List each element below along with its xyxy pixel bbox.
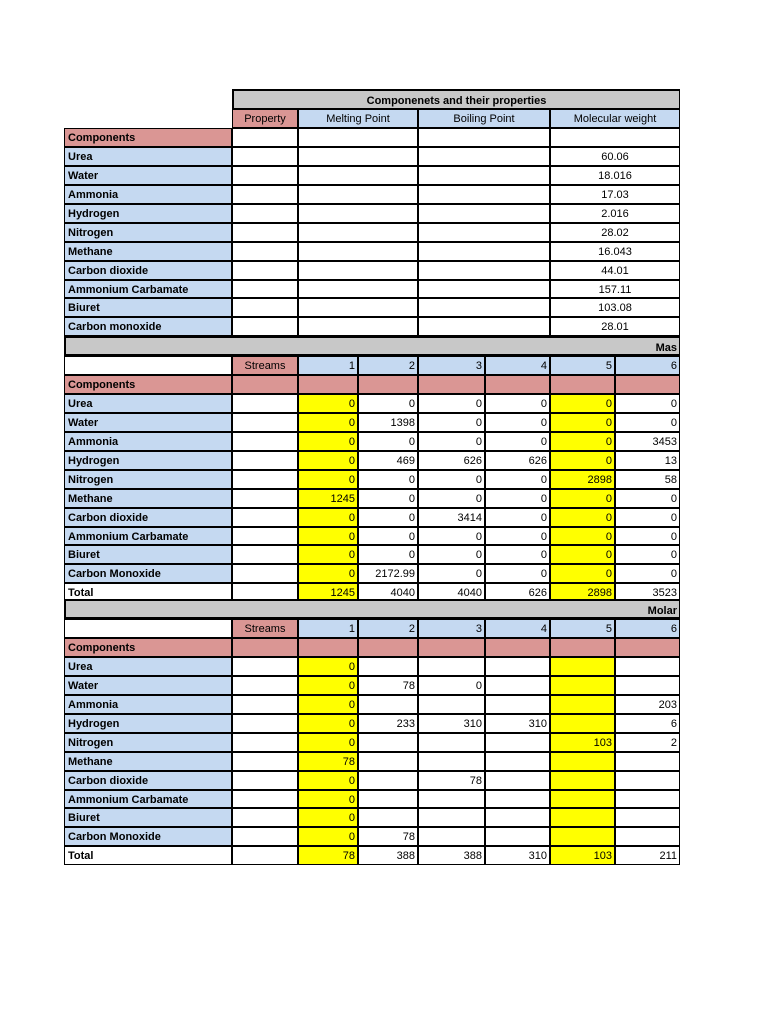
empty-cell xyxy=(298,261,418,280)
streams-label: Streams xyxy=(232,619,298,638)
empty-cell xyxy=(298,128,418,147)
empty-cell xyxy=(232,695,298,714)
flow-value-cell: 0 xyxy=(298,413,358,432)
flow-value-cell: 0 xyxy=(485,432,550,451)
total-value-cell: 3523 xyxy=(615,583,680,602)
flow-value-cell: 626 xyxy=(485,451,550,470)
flow-value-cell: 0 xyxy=(298,394,358,413)
header-fill-cell xyxy=(615,375,680,394)
empty-cell xyxy=(418,261,550,280)
total-value-cell: 1245 xyxy=(298,583,358,602)
flow-value-cell xyxy=(485,657,550,676)
empty-cell xyxy=(232,771,298,790)
flow-value-cell: 0 xyxy=(298,676,358,695)
flow-value-cell: 0 xyxy=(298,790,358,809)
flow-value-cell xyxy=(615,752,680,771)
flow-value-cell: 103 xyxy=(550,733,615,752)
empty-cell xyxy=(232,489,298,508)
flow-value-cell: 78 xyxy=(298,752,358,771)
empty-cell xyxy=(232,470,298,489)
flow-value-cell: 78 xyxy=(358,827,418,846)
stream-number: 6 xyxy=(615,356,680,375)
component-name: Biuret xyxy=(64,298,232,317)
empty-cell xyxy=(418,147,550,166)
stream-number: 1 xyxy=(298,356,358,375)
flow-value-cell: 0 xyxy=(298,451,358,470)
flow-value-cell xyxy=(550,827,615,846)
total-value-cell: 4040 xyxy=(358,583,418,602)
molecular-weight-cell: 44.01 xyxy=(550,261,680,280)
flow-value-cell xyxy=(485,676,550,695)
flow-value-cell xyxy=(550,657,615,676)
total-value-cell: 211 xyxy=(615,846,680,865)
streams-label: Streams xyxy=(232,356,298,375)
component-name: Biuret xyxy=(64,808,232,827)
empty-cell xyxy=(232,808,298,827)
properties-column-header: Boiling Point xyxy=(418,109,550,128)
header-fill-cell xyxy=(418,375,485,394)
flow-value-cell xyxy=(550,771,615,790)
component-name: Carbon monoxide xyxy=(64,317,232,336)
flow-value-cell: 0 xyxy=(485,394,550,413)
flow-value-cell xyxy=(358,771,418,790)
flow-value-cell xyxy=(418,657,485,676)
flow-value-cell: 0 xyxy=(298,714,358,733)
component-name: Carbon dioxide xyxy=(64,508,232,527)
flow-value-cell: 0 xyxy=(298,470,358,489)
empty-cell xyxy=(232,261,298,280)
stream-number: 5 xyxy=(550,356,615,375)
flow-value-cell: 0 xyxy=(418,413,485,432)
total-value-cell: 78 xyxy=(298,846,358,865)
flow-value-cell xyxy=(615,827,680,846)
empty-cell xyxy=(232,676,298,695)
flow-value-cell: 6 xyxy=(615,714,680,733)
empty-cell xyxy=(232,223,298,242)
total-value-cell: 4040 xyxy=(418,583,485,602)
molecular-weight-cell: 28.01 xyxy=(550,317,680,336)
empty-cell xyxy=(232,128,298,147)
flow-value-cell: 0 xyxy=(550,413,615,432)
flow-value-cell xyxy=(418,827,485,846)
component-name: Urea xyxy=(64,657,232,676)
empty-cell xyxy=(232,147,298,166)
empty-cell xyxy=(232,752,298,771)
flow-value-cell: 0 xyxy=(358,394,418,413)
molecular-weight-cell: 17.03 xyxy=(550,185,680,204)
empty-cell xyxy=(298,280,418,299)
flow-value-cell: 0 xyxy=(418,564,485,583)
component-name: Ammonium Carbamate xyxy=(64,280,232,299)
molecular-weight-cell: 157.11 xyxy=(550,280,680,299)
flow-value-cell: 310 xyxy=(485,714,550,733)
component-name: Methane xyxy=(64,752,232,771)
total-label: Total xyxy=(64,583,232,602)
flow-value-cell: 0 xyxy=(418,676,485,695)
component-name: Hydrogen xyxy=(64,204,232,223)
molecular-weight-cell: 16.043 xyxy=(550,242,680,261)
component-name: Ammonia xyxy=(64,695,232,714)
component-name: Nitrogen xyxy=(64,223,232,242)
flow-value-cell: 0 xyxy=(550,508,615,527)
flow-value-cell: 0 xyxy=(418,489,485,508)
flow-value-cell: 0 xyxy=(298,432,358,451)
flow-value-cell xyxy=(550,695,615,714)
empty-cell xyxy=(64,619,232,638)
flow-value-cell: 3414 xyxy=(418,508,485,527)
flow-value-cell: 0 xyxy=(615,545,680,564)
component-name: Carbon Monoxide xyxy=(64,564,232,583)
stream-number: 3 xyxy=(418,356,485,375)
empty-cell xyxy=(232,451,298,470)
flow-value-cell xyxy=(550,752,615,771)
header-fill-cell xyxy=(615,638,680,657)
flow-value-cell xyxy=(358,808,418,827)
header-fill-cell xyxy=(550,375,615,394)
component-name: Water xyxy=(64,166,232,185)
flow-value-cell: 0 xyxy=(485,470,550,489)
component-name: Hydrogen xyxy=(64,451,232,470)
flow-value-cell xyxy=(485,808,550,827)
flow-value-cell: 0 xyxy=(358,545,418,564)
components-header: Components xyxy=(64,128,232,147)
flow-value-cell: 0 xyxy=(298,733,358,752)
flow-value-cell: 13 xyxy=(615,451,680,470)
flow-value-cell: 0 xyxy=(485,489,550,508)
flow-value-cell: 0 xyxy=(550,432,615,451)
flow-value-cell: 0 xyxy=(298,545,358,564)
properties-column-header: Property xyxy=(232,109,298,128)
empty-cell xyxy=(232,527,298,546)
flow-value-cell: 310 xyxy=(418,714,485,733)
component-name: Water xyxy=(64,676,232,695)
total-value-cell: 310 xyxy=(485,846,550,865)
flow-value-cell: 0 xyxy=(615,489,680,508)
empty-cell xyxy=(232,204,298,223)
molar-banner: Molar xyxy=(64,599,680,619)
flow-value-cell: 78 xyxy=(358,676,418,695)
flow-value-cell xyxy=(418,695,485,714)
molecular-weight-cell: 18.016 xyxy=(550,166,680,185)
flow-value-cell xyxy=(485,827,550,846)
component-name: Urea xyxy=(64,394,232,413)
empty-cell xyxy=(232,394,298,413)
empty-cell xyxy=(232,790,298,809)
empty-cell xyxy=(232,564,298,583)
flow-value-cell xyxy=(550,714,615,733)
empty-cell xyxy=(232,166,298,185)
flow-value-cell: 626 xyxy=(418,451,485,470)
stream-number: 3 xyxy=(418,619,485,638)
flow-value-cell: 3453 xyxy=(615,432,680,451)
flow-value-cell: 0 xyxy=(298,695,358,714)
total-value-cell: 388 xyxy=(418,846,485,865)
flow-value-cell: 0 xyxy=(298,771,358,790)
component-name: Carbon Monoxide xyxy=(64,827,232,846)
empty-cell xyxy=(418,204,550,223)
stream-number: 5 xyxy=(550,619,615,638)
header-fill-cell xyxy=(485,638,550,657)
empty-cell xyxy=(232,846,298,865)
flow-value-cell: 0 xyxy=(358,527,418,546)
component-name: Ammonia xyxy=(64,185,232,204)
empty-cell xyxy=(298,317,418,336)
empty-cell xyxy=(418,242,550,261)
empty-cell xyxy=(232,733,298,752)
total-value-cell: 388 xyxy=(358,846,418,865)
flow-value-cell xyxy=(418,733,485,752)
empty-cell xyxy=(232,545,298,564)
properties-column-header: Molecular weight xyxy=(550,109,680,128)
component-name: Biuret xyxy=(64,545,232,564)
flow-value-cell: 0 xyxy=(358,432,418,451)
flow-value-cell: 0 xyxy=(485,508,550,527)
empty-cell xyxy=(418,223,550,242)
header-fill-cell xyxy=(485,375,550,394)
flow-value-cell: 0 xyxy=(485,545,550,564)
flow-value-cell xyxy=(615,808,680,827)
flow-value-cell: 0 xyxy=(418,545,485,564)
flow-value-cell: 469 xyxy=(358,451,418,470)
component-name: Nitrogen xyxy=(64,733,232,752)
flow-value-cell xyxy=(550,790,615,809)
empty-cell xyxy=(418,128,550,147)
component-name: Hydrogen xyxy=(64,714,232,733)
header-fill-cell xyxy=(418,638,485,657)
empty-cell xyxy=(298,204,418,223)
total-value-cell: 103 xyxy=(550,846,615,865)
empty-cell xyxy=(418,280,550,299)
flow-value-cell: 2 xyxy=(615,733,680,752)
flow-value-cell xyxy=(358,790,418,809)
flow-value-cell xyxy=(615,676,680,695)
flow-value-cell: 0 xyxy=(358,489,418,508)
header-fill-cell xyxy=(358,375,418,394)
flow-value-cell xyxy=(418,752,485,771)
flow-value-cell: 0 xyxy=(550,527,615,546)
molecular-weight-cell: 60.06 xyxy=(550,147,680,166)
empty-cell xyxy=(232,508,298,527)
flow-value-cell: 1245 xyxy=(298,489,358,508)
header-fill-cell xyxy=(298,375,358,394)
header-fill-cell xyxy=(298,638,358,657)
stream-number: 2 xyxy=(358,619,418,638)
empty-cell xyxy=(232,827,298,846)
component-name: Carbon dioxide xyxy=(64,771,232,790)
flow-value-cell: 0 xyxy=(485,527,550,546)
empty-cell xyxy=(418,166,550,185)
flow-value-cell: 0 xyxy=(298,808,358,827)
flow-value-cell xyxy=(550,676,615,695)
flow-value-cell: 78 xyxy=(418,771,485,790)
flow-value-cell xyxy=(358,752,418,771)
empty-cell xyxy=(550,128,680,147)
empty-cell xyxy=(232,657,298,676)
flow-value-cell xyxy=(358,657,418,676)
empty-cell xyxy=(232,317,298,336)
component-name: Methane xyxy=(64,242,232,261)
flow-value-cell: 0 xyxy=(298,564,358,583)
stream-number: 2 xyxy=(358,356,418,375)
flow-value-cell: 233 xyxy=(358,714,418,733)
empty-cell xyxy=(298,223,418,242)
flow-value-cell xyxy=(485,771,550,790)
empty-cell xyxy=(298,185,418,204)
component-name: Carbon dioxide xyxy=(64,261,232,280)
empty-cell xyxy=(232,298,298,317)
total-label: Total xyxy=(64,846,232,865)
total-value-cell: 2898 xyxy=(550,583,615,602)
empty-cell xyxy=(232,242,298,261)
mass-banner: Mas xyxy=(64,336,680,356)
flow-value-cell xyxy=(418,808,485,827)
components-header: Components xyxy=(64,638,232,657)
flow-value-cell: 1398 xyxy=(358,413,418,432)
flow-value-cell xyxy=(615,790,680,809)
flow-value-cell: 0 xyxy=(615,564,680,583)
empty-cell xyxy=(418,317,550,336)
flow-value-cell: 2172.99 xyxy=(358,564,418,583)
flow-value-cell: 0 xyxy=(418,470,485,489)
molecular-weight-cell: 103.08 xyxy=(550,298,680,317)
flow-value-cell: 0 xyxy=(298,827,358,846)
empty-cell xyxy=(298,242,418,261)
flow-value-cell: 0 xyxy=(298,527,358,546)
flow-value-cell: 0 xyxy=(485,564,550,583)
component-name: Water xyxy=(64,413,232,432)
component-name: Ammonia xyxy=(64,432,232,451)
empty-cell xyxy=(298,147,418,166)
flow-value-cell: 2898 xyxy=(550,470,615,489)
empty-cell xyxy=(298,298,418,317)
empty-cell xyxy=(232,280,298,299)
flow-value-cell xyxy=(615,771,680,790)
flow-value-cell xyxy=(358,733,418,752)
flow-value-cell: 0 xyxy=(550,451,615,470)
empty-cell xyxy=(418,185,550,204)
flow-value-cell: 0 xyxy=(358,508,418,527)
component-name: Nitrogen xyxy=(64,470,232,489)
total-value-cell: 626 xyxy=(485,583,550,602)
flow-value-cell: 0 xyxy=(418,432,485,451)
flow-value-cell: 0 xyxy=(615,527,680,546)
flow-value-cell: 0 xyxy=(615,394,680,413)
flow-value-cell: 203 xyxy=(615,695,680,714)
component-name: Ammonium Carbamate xyxy=(64,527,232,546)
flow-value-cell: 0 xyxy=(550,489,615,508)
flow-value-cell: 0 xyxy=(485,413,550,432)
flow-value-cell xyxy=(358,695,418,714)
flow-value-cell: 0 xyxy=(550,394,615,413)
stream-number: 4 xyxy=(485,356,550,375)
empty-cell xyxy=(64,356,232,375)
flow-value-cell: 0 xyxy=(358,470,418,489)
stream-number: 6 xyxy=(615,619,680,638)
flow-value-cell: 58 xyxy=(615,470,680,489)
flow-value-cell: 0 xyxy=(550,545,615,564)
molecular-weight-cell: 28.02 xyxy=(550,223,680,242)
flow-value-cell: 0 xyxy=(615,508,680,527)
header-fill-cell xyxy=(358,638,418,657)
header-fill-cell xyxy=(232,375,298,394)
component-name: Methane xyxy=(64,489,232,508)
header-fill-cell xyxy=(550,638,615,657)
molecular-weight-cell: 2.016 xyxy=(550,204,680,223)
stream-number: 4 xyxy=(485,619,550,638)
stream-number: 1 xyxy=(298,619,358,638)
flow-value-cell xyxy=(485,733,550,752)
empty-cell xyxy=(232,432,298,451)
flow-value-cell: 0 xyxy=(298,657,358,676)
flow-value-cell xyxy=(550,808,615,827)
components-header: Components xyxy=(64,375,232,394)
component-name: Ammonium Carbamate xyxy=(64,790,232,809)
flow-value-cell: 0 xyxy=(418,394,485,413)
properties-column-header: Melting Point xyxy=(298,109,418,128)
flow-value-cell xyxy=(615,657,680,676)
flow-value-cell xyxy=(418,790,485,809)
empty-cell xyxy=(232,413,298,432)
empty-cell xyxy=(232,185,298,204)
flow-value-cell xyxy=(485,695,550,714)
flow-value-cell: 0 xyxy=(298,508,358,527)
empty-cell xyxy=(418,298,550,317)
flow-value-cell: 0 xyxy=(615,413,680,432)
component-name: Urea xyxy=(64,147,232,166)
properties-title: Componenets and their properties xyxy=(232,89,680,109)
flow-value-cell xyxy=(485,790,550,809)
empty-cell xyxy=(298,166,418,185)
flow-value-cell: 0 xyxy=(550,564,615,583)
header-fill-cell xyxy=(232,638,298,657)
flow-value-cell: 0 xyxy=(418,527,485,546)
empty-cell xyxy=(232,714,298,733)
flow-value-cell xyxy=(485,752,550,771)
